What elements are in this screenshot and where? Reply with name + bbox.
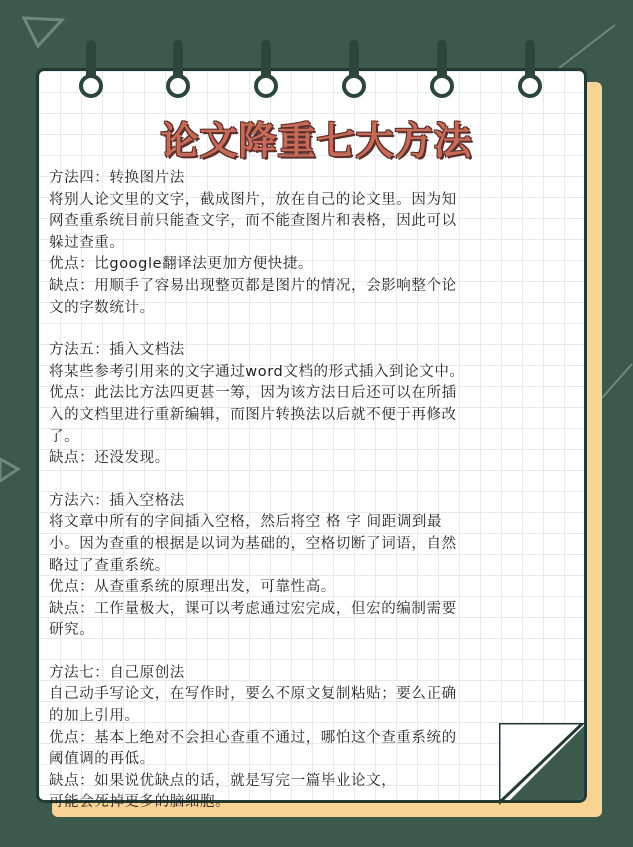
article-body [49, 168, 565, 835]
text-line: 将文章中所有的字间插入空格，然后将空 格 字 间距调到最 [49, 514, 443, 531]
text-line: 了。 [49, 428, 80, 445]
page-title: 论文降重七大方法 [160, 119, 473, 163]
text-line: 缺点：工作量极大，课可以考虑通过宏完成，但宏的编制需要 [49, 600, 457, 617]
text-line: 优点：比google翻译法更加方便快捷。 [49, 256, 314, 273]
text-line: 文的字数统计。 [49, 299, 155, 316]
binder-ring-icon [78, 40, 104, 100]
text-line: 小。因为查重的根据是以词为基础的，空格切断了词语，自然 [49, 535, 457, 552]
text-line: 研究。 [49, 622, 95, 639]
binder-ring-icon [341, 40, 367, 100]
section-heading: 方法六：插入空格法 [49, 492, 185, 509]
text-line: 入的文档里进行重新编辑，而图片转换法以后就不便于再修改 [49, 406, 457, 423]
section-method-6 [49, 491, 565, 642]
section-heading: 方法四：转换图片法 [49, 170, 185, 186]
triangle-outline-icon [18, 12, 68, 52]
diagonal-line-icon [600, 360, 633, 400]
text-line: 略过了查重系统。 [49, 557, 170, 574]
section-method-4 [49, 168, 565, 319]
text-line: 将别人论文里的文字，截成图片，放在自己的论文里。因为知 [49, 191, 457, 208]
binder-ring-icon [517, 40, 543, 100]
binder-ring-icon [429, 40, 455, 100]
text-line: 网查重系统目前只能查文字，而不能查图片和表格，因此可以 [49, 213, 457, 230]
text-line: 可能会死掉更多的脑细胞。 [49, 794, 231, 811]
text-line: 缺点：如果说优缺点的话，就是写完一篇毕业论文， [49, 772, 397, 789]
section-method-5 [49, 340, 565, 470]
text-line: 躲过查重。 [49, 234, 125, 251]
text-line: 缺点：还没发现。 [49, 450, 170, 467]
text-line: 的加上引用。 [49, 708, 140, 725]
text-line: 自己动手写论文，在写作时，要么不原文复制粘贴；要么正确 [49, 686, 457, 703]
text-line: 将某些参考引用来的文字通过word文档的形式插入到论文中。 [49, 363, 465, 380]
binder-ring-icon [165, 40, 191, 100]
section-heading: 方法七：自己原创法 [49, 664, 185, 681]
section-heading: 方法五：插入文档法 [49, 342, 185, 359]
text-line: 优点：此法比方法四更甚一筹，因为该方法日后还可以在所插 [49, 385, 457, 402]
binder-ring-icon [253, 40, 279, 100]
text-line: 优点：基本上绝对不会担心查重不通过，哪怕这个查重系统的 [49, 729, 457, 746]
text-line: 缺点：用顺手了容易出现整页都是图片的情况，会影响整个论 [49, 277, 457, 294]
triangle-outline-icon [0, 455, 22, 485]
section-method-7 [49, 663, 565, 814]
text-line: 优点：从查重系统的原理出发，可靠性高。 [49, 579, 336, 596]
text-line: 阈值调的再低。 [49, 751, 155, 768]
